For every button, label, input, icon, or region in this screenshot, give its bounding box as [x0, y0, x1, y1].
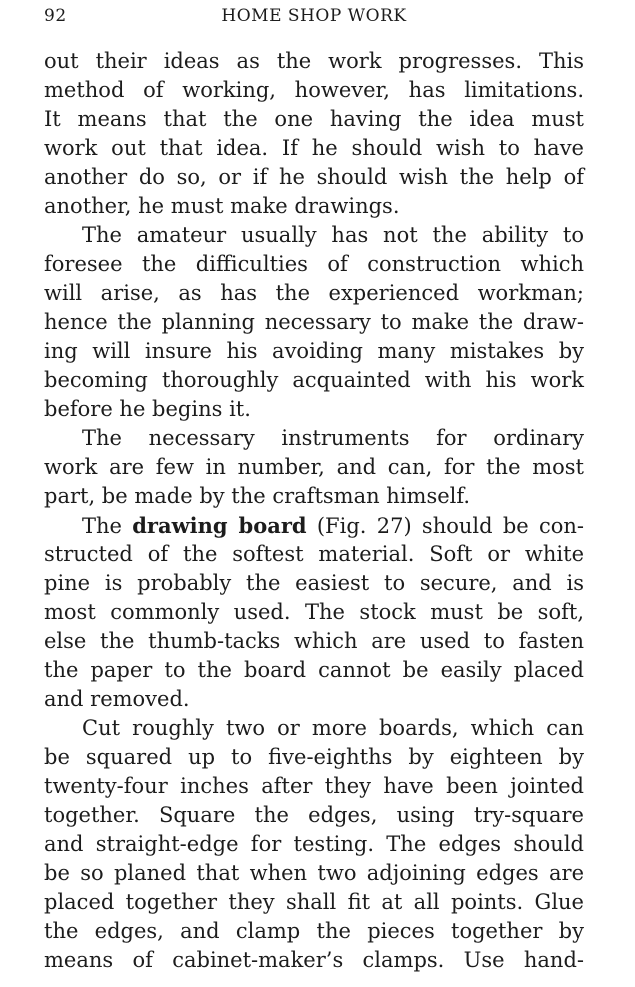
text-line: It means that the one having the idea must [44, 107, 584, 131]
text-line: The amateur usually has not the ability to [82, 223, 584, 247]
text-line: part, be made by the craftsman himself. [44, 484, 471, 508]
paragraph-3 [44, 424, 584, 511]
text-line: work are few in number, and can, for the most [44, 455, 584, 479]
text-line: method of working, however, has limitations. [44, 78, 584, 102]
page-number: 92 [44, 6, 67, 26]
text-line: the paper to the board cannot be easily placed [44, 658, 584, 682]
text-line: twenty-four inches after they have been jointed [44, 774, 584, 798]
bold-term: drawing board [132, 513, 307, 538]
text-line: placed together they shall fit at all points. Glue [44, 890, 584, 914]
text-line: the edges, and clamp the pieces together by [44, 919, 584, 943]
page-header [44, 6, 584, 30]
paragraph-4 [44, 511, 584, 714]
text-line: be so planed that when two adjoining edges are [44, 861, 584, 885]
text-line: and straight-edge for testing. The edges should [44, 832, 584, 856]
text-line: most commonly used. The stock must be soft, [44, 600, 584, 624]
text-line: be squared up to five-eighths by eighteen by [44, 745, 584, 769]
running-head: HOME SHOP WORK [221, 6, 407, 26]
text-line: The necessary instruments for ordinary [82, 426, 584, 450]
text-line: will arise, as has the experienced workman; [44, 281, 584, 305]
text-line: else the thumb-tacks which are used to fasten [44, 629, 584, 653]
text-line: another, he must make drawings. [44, 194, 400, 218]
text-line [44, 511, 584, 540]
text-run: (Fig. 27) should be con- [306, 514, 585, 538]
text-line: pine is probably the easiest to secure, and is [44, 571, 584, 595]
text-line: ing will insure his avoiding many mistakes by [44, 339, 584, 363]
text-line: work out that idea. If he should wish to have [44, 136, 584, 160]
text-line: structed of the softest material. Soft or white [44, 542, 584, 566]
text-line: hence the planning necessary to make the draw- [44, 310, 584, 334]
text-line: becoming thoroughly acquainted with his work [44, 368, 584, 392]
text-line: Cut roughly two or more boards, which can [82, 716, 584, 740]
text-line: means of cabinet-maker’s clamps. Use hand- [44, 948, 584, 972]
text-line: and removed. [44, 687, 190, 711]
text-line: another do so, or if he should wish the help of [44, 165, 584, 189]
paragraph-2 [44, 221, 584, 424]
text-run: The [82, 514, 133, 538]
text-line: foresee the difficulties of construction which [44, 252, 584, 276]
text-line: out their ideas as the work progresses. This [44, 49, 584, 73]
paragraph-1 [44, 47, 584, 221]
text-line: together. Square the edges, using try-square [44, 803, 584, 827]
text-line: before he begins it. [44, 397, 251, 421]
paragraph-5 [44, 714, 584, 975]
page-body [44, 47, 584, 975]
